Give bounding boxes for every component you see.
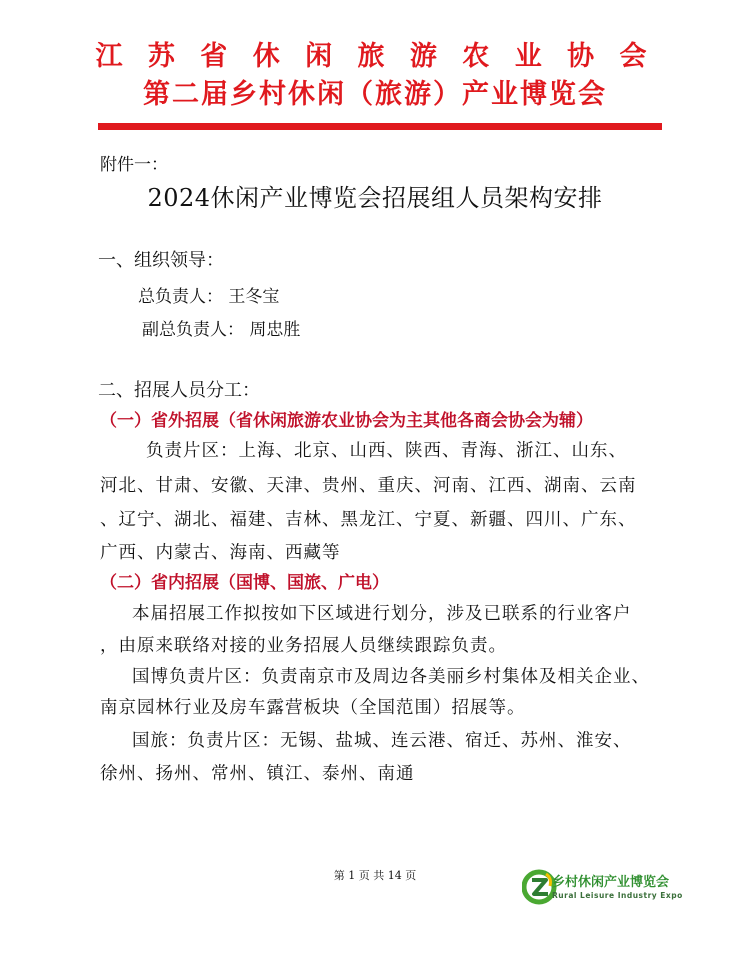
sub2-line: 国旅：负责片区：无锡、盐城、连云港、宿迁、苏州、淮安、 [132,731,632,751]
sub2-heading: （二）省内招展（国博、国旅、广电） [100,573,389,593]
sub1-line: 广西、内蒙古、海南、西藏等 [100,543,341,563]
header-red-rule [98,123,662,130]
sub1-heading: （一）省外招展（省休闲旅游农业协会为主其他各商会协会为辅） [100,411,593,431]
document-title: 2024休闲产业博览会招展组人员架构安排 [147,184,603,212]
section2-heading: 二、招展人员分工： [98,380,260,401]
sub2-line: 徐州、扬州、常州、镇江、泰州、南通 [100,764,415,784]
chief-leader: 总负责人： 王冬宝 [138,287,280,307]
logo-chinese-name: 乡村休闲产业博览会 [552,875,670,890]
sub1-line: 河北、甘肃、安徽、天津、贵州、重庆、河南、江西、湖南、云南 [100,476,637,496]
sub1-line: 、辽宁、湖北、福建、吉林、黑龙江、宁夏、新疆、四川、广东、 [100,510,637,530]
sub2-line: 国博负责片区：负责南京市及周边各美丽乡村集体及相关企业、 [132,667,650,687]
deputy-leader: 副总负责人： 周忠胜 [142,320,301,340]
logo-english-name: Rural Leisure Industry Expo [552,891,683,900]
page-number: 第 1 页 共 14 页 [333,869,417,882]
section1-heading: 一、组织领导： [98,250,224,271]
sub2-line: ，由原来联络对接的业务招展人员继续跟踪负责。 [100,636,507,656]
attachment-label: 附件一： [100,155,168,175]
header-title-line1: 江 苏 省 休 闲 旅 游 农 业 协 会 [95,41,655,72]
sub2-line: 南京园林行业及房车露营板块（全国范围）招展等。 [100,698,526,718]
sub2-line: 本届招展工作拟按如下区域进行划分，涉及已联系的行业客户 [132,604,632,624]
header-title-line2: 第二届乡村休闲（旅游）产业博览会 [143,79,607,110]
sub1-line: 负责片区：上海、北京、山西、陕西、青海、浙江、山东、 [146,441,627,461]
